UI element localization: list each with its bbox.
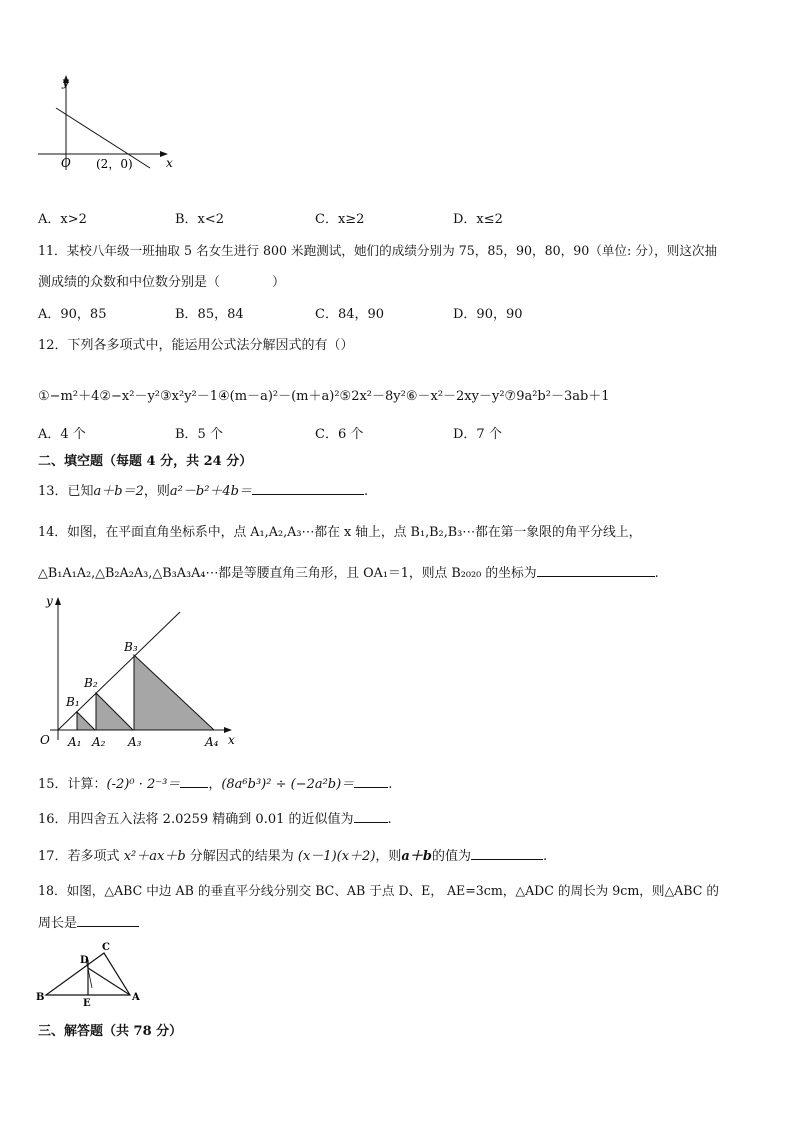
q18-line2 [38, 912, 139, 931]
q15 [38, 773, 392, 792]
q17-mid3: 的值为 [431, 849, 471, 864]
q13-expr2: a²－b²＋4b＝ [169, 484, 252, 499]
b2-label: B₂ [84, 676, 98, 690]
origin-label: O [61, 156, 71, 170]
q17-end: . [542, 849, 548, 864]
q13-answer-blank[interactable] [252, 482, 364, 495]
q12-text: 12．下列各多项式中，能运用公式法分解因式的有（） [38, 338, 354, 353]
a2-label: A₂ [92, 735, 106, 749]
q11-option-d[interactable]: D．90，90 [453, 307, 523, 322]
origin-label: O [40, 733, 50, 747]
q15-answer-blank-1[interactable] [180, 775, 208, 788]
q16-answer-blank[interactable] [354, 810, 388, 823]
q13 [38, 480, 368, 499]
x-label: x [166, 156, 173, 170]
q11-option-a[interactable]: A．90，85 [38, 307, 107, 322]
q12-option-b[interactable]: B．5 个 [175, 427, 223, 442]
triangle-2 [96, 693, 133, 730]
q10-graph [30, 70, 180, 180]
q17-answer-blank[interactable] [471, 847, 543, 860]
q17-expr3: a＋b [401, 849, 432, 864]
q18-line1: 18．如图，△ABC 中边 AB 的垂直平分线分别交 BC、AB 于点 D、E， AE=3cm，△ADC 的周长为 9cm，则△ABC 的 [38, 883, 719, 898]
q11-option-c[interactable]: C．84，90 [315, 307, 385, 322]
y-axis-arrow [55, 597, 61, 605]
c-label: C [102, 942, 110, 953]
q10-option-d[interactable]: D．x≤2 [453, 212, 503, 227]
segment-ad [88, 968, 130, 995]
a3-label: A₃ [128, 735, 142, 749]
q10-option-a[interactable]: A．x>2 [38, 212, 87, 227]
q15-sep: ， [208, 777, 222, 792]
q15-expr1: (-2)⁰ · 2⁻³＝ [106, 777, 181, 792]
q17-mid: 分解因式的结果为 [185, 849, 298, 864]
q17 [38, 845, 547, 864]
y-label: y [46, 594, 53, 608]
a-label: A [132, 992, 140, 1003]
point-label: (2，0) [96, 157, 133, 171]
b3-label: B₃ [124, 640, 138, 654]
q10-option-c[interactable]: C．x≥2 [315, 212, 365, 227]
q17-mid2: ，则 [375, 849, 402, 864]
q14-end: . [654, 566, 659, 581]
triangle-3 [134, 655, 214, 730]
q18-line2-text: 周长是 [38, 916, 78, 931]
d-label: D [80, 955, 89, 966]
q16-end: . [387, 812, 392, 827]
x-label: x [228, 733, 235, 747]
q14-line1: 14．如图，在平面直角坐标系中，点 A₁,A₂,A₃⋯都在 x 轴上，点 B₁,B₂,B₃⋯都在第一象限的角平分线上， [38, 525, 642, 540]
q15-end: . [388, 777, 393, 792]
q17-pre: 17．若多项式 [38, 849, 124, 864]
q14-line2-text: △B₁A₁A₂,△B₂A₂A₃,△B₃A₃A₄⋯都是等腰直角三角形，且 OA₁＝1，则点 B₂₀₂₀ 的坐标为 [38, 566, 537, 581]
q13-pre: 13．已知 [38, 484, 94, 499]
q12-option-a[interactable]: A．4 个 [38, 427, 86, 442]
a1-label: A₁ [68, 735, 82, 749]
q11-option-b[interactable]: B．85，84 [175, 307, 244, 322]
q17-expr1: x²＋ax＋b [123, 849, 186, 864]
q15-answer-blank-2[interactable] [354, 775, 388, 788]
b1-label: B₁ [66, 695, 80, 709]
q17-expr2: (x－1)(x＋2) [297, 849, 376, 864]
q13-expr1: a＋b＝2 [93, 484, 144, 499]
section-2-heading: 二、填空题（每题 4 分，共 24 分） [38, 454, 253, 469]
q12-option-c[interactable]: C．6 个 [315, 427, 364, 442]
q16 [38, 808, 392, 827]
e-label: E [83, 998, 91, 1008]
q14-figure [30, 590, 250, 755]
q13-mid: ，则 [143, 484, 170, 499]
q16-text: 16．用四舍五入法将 2.0259 精确到 0.01 的近似值为 [38, 812, 354, 827]
q13-end: . [364, 484, 369, 499]
a4-label: A₄ [205, 735, 219, 749]
q12-option-d[interactable]: D．7 个 [453, 427, 502, 442]
y-label: y [62, 75, 69, 89]
section-3-heading: 三、解答题（共 78 分） [38, 1024, 183, 1039]
b-label: B [36, 992, 45, 1003]
triangle-1 [77, 712, 95, 730]
q11-line2: 测成绩的众数和中位数分别是（ ） [38, 275, 286, 290]
q15-pre: 15．计算： [38, 777, 107, 792]
q14-answer-blank[interactable] [537, 564, 655, 577]
q11-line1: 11．某校八年级一班抽取 5 名女生进行 800 米跑测试，她们的成绩分别为 75，85，90，80，90（单位: 分），则这次抽 [38, 243, 718, 258]
q12-expressions: ①−m²＋4②−x²－y²③x²y²－1④(m－a)²－(m＋a)²⑤2x²－8y²⑥－x²－2xy－y²⑦9a²b²－3ab＋1 [38, 389, 610, 404]
q15-expr2: (8a⁶b³)² ÷ (−2a²b)＝ [221, 777, 355, 792]
q18-answer-blank[interactable] [77, 914, 139, 927]
q18-figure [30, 938, 160, 1008]
q14-line2 [38, 562, 659, 581]
q10-option-b[interactable]: B．x<2 [175, 212, 225, 227]
